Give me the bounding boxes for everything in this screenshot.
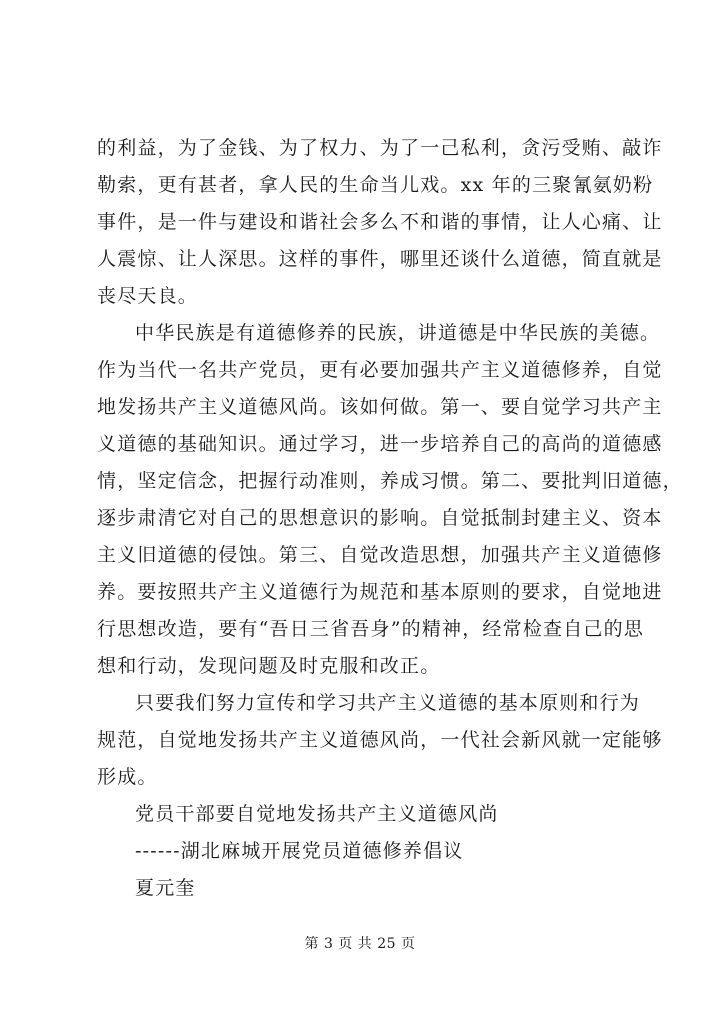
paragraph-2-line-6: 逐步肃清它对自己的思想意识的影响。自觉抵制封建主义、资本: [97, 507, 663, 529]
paragraph-3-line-1: 只要我们努力宣传和学习共产主义道德的基本原则和行为: [135, 692, 641, 714]
paragraph-3-line-2: 规范，自觉地发扬共产主义道德风尚，一代社会新风就一定能够: [97, 729, 663, 751]
paragraph-2-line-7: 主义旧道德的侵蚀。第三、自觉改造思想，加强共产主义道德修: [97, 544, 663, 566]
paragraph-1-line-1: 的利益，为了金钱、为了权力、为了一己私利，贪污受贿、敲诈: [97, 137, 663, 159]
paragraph-3-line-3: 形成。: [97, 766, 158, 788]
paragraph-1-line-3: 事件，是一件与建设和谐社会多么不和谐的事情，让人心痛、让: [97, 211, 663, 233]
article-title: 党员干部要自觉地发扬共产主义道德风尚: [135, 803, 499, 825]
paragraph-2-line-2: 作为当代一名共产党员，更有必要加强共产主义道德修养，自觉: [97, 359, 663, 381]
paragraph-2-line-8: 养。要按照共产主义道德行为规范和基本原则的要求，自觉地进: [97, 581, 663, 603]
article-subtitle: ------湖北麻城开展党员道德修养倡议: [135, 840, 464, 862]
paragraph-2-line-3: 地发扬共产主义道德风尚。该如何做。第一、要自觉学习共产主: [97, 396, 663, 418]
paragraph-2-line-5: 情，坚定信念，把握行动准则，养成习惯。第二、要批判旧道德，: [97, 470, 683, 492]
page-number-footer: 第 3 页 共 25 页: [304, 936, 416, 952]
paragraph-2-line-4: 义道德的基础知识。通过学习，进一步培养自己的高尚的道德感: [97, 433, 663, 455]
paragraph-1-line-2: 勒索，更有甚者，拿人民的生命当儿戏。xx 年的三聚氰氨奶粉: [97, 174, 654, 196]
paragraph-2-line-1: 中华民族是有道德修养的民族，讲道德是中华民族的美德。: [135, 322, 661, 344]
paragraph-2-line-10: 想和行动，发现问题及时克服和改正。: [97, 655, 441, 677]
article-author: 夏元奎: [135, 877, 196, 899]
paragraph-1-line-4: 人震惊、让人深思。这样的事件，哪里还谈什么道德，简直就是: [97, 248, 663, 270]
paragraph-2-line-9: 行思想改造，要有“吾日三省吾身”的精神，经常检查自己的思: [97, 618, 645, 640]
paragraph-1-line-5: 丧尽天良。: [97, 285, 199, 307]
